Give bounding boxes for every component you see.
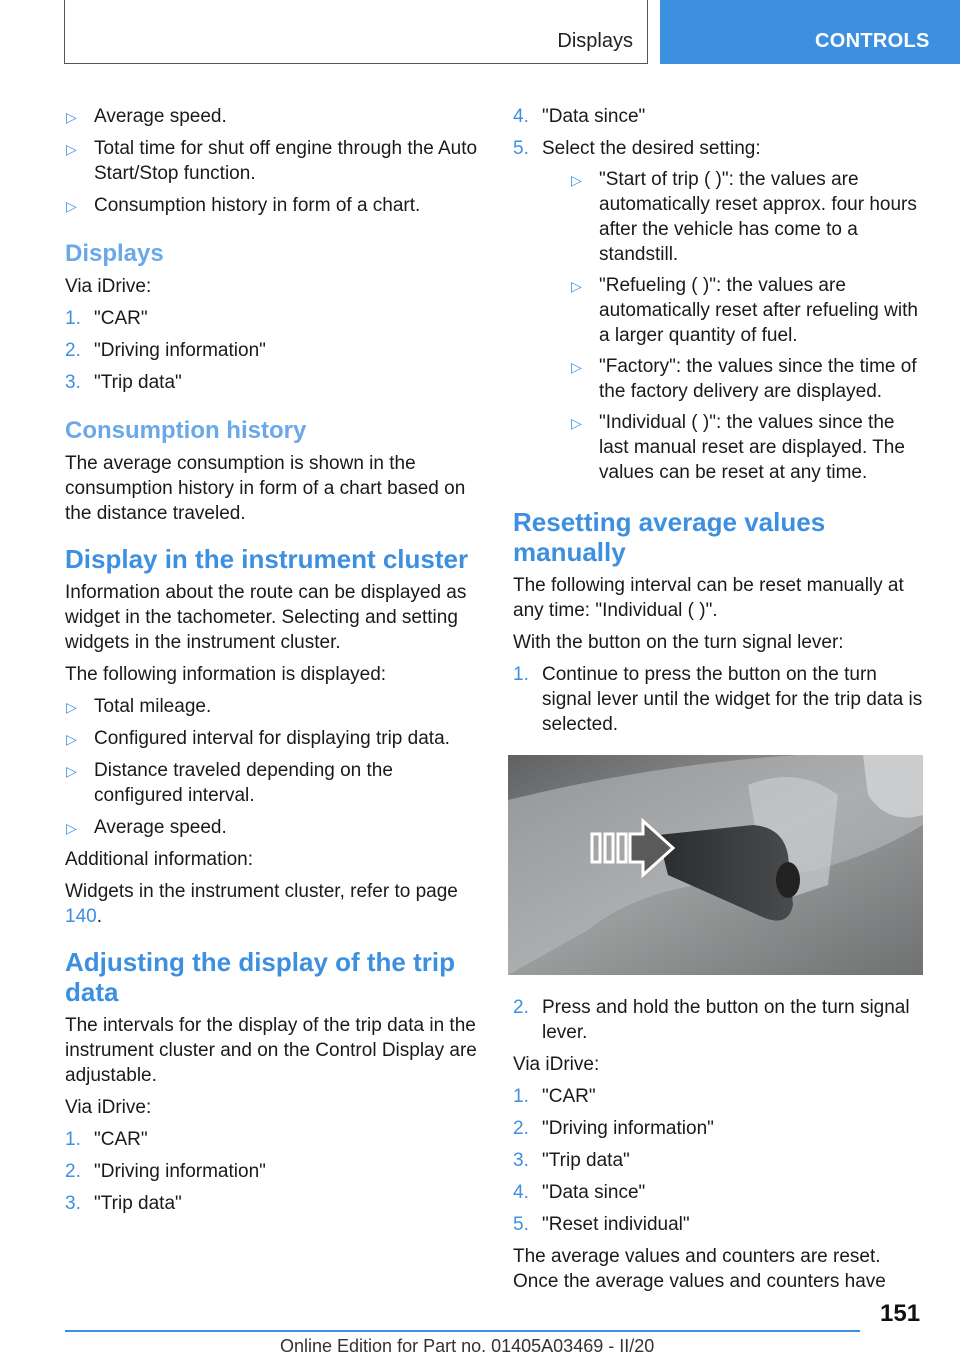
heading-displays: Displays — [65, 240, 164, 267]
list-item: 2. "Driving information" — [65, 340, 266, 361]
heading-instrument-cluster: Display in the instrument cluster — [65, 544, 469, 574]
right-column — [513, 104, 925, 1301]
additional-info: Additional information: — [65, 849, 253, 870]
list-item: ▷ "Individual ( )": the values since the last manual reset are displayed. The values can be reset at any time. — [571, 412, 905, 483]
bullet-triangle-icon: ▷ — [571, 359, 582, 375]
list-item: 2. "Driving information" — [65, 1161, 266, 1182]
list-item: ▷ "Refueling ( )": the values are automatically reset after refueling with a larger quantity of fuel. — [571, 275, 918, 346]
list-item: ▷ Consumption history in form of a chart. — [65, 193, 483, 218]
bullet-triangle-icon: ▷ — [66, 109, 77, 125]
reset-text-2: With the button on the turn signal lever: — [513, 632, 844, 653]
adjust-intro: Via iDrive: — [65, 1097, 152, 1118]
reset-text-1: The following interval can be reset manually at any time: "Individual ( )". — [513, 575, 904, 621]
list-item: ▷ "Start of trip ( )": the values are automatically reset approx. four hours after the vehicle has come to a standstill. — [571, 169, 917, 265]
list-item: 5. Select the desired setting: ▷ "Start of trip ( )": the values are automatically reset approx. four hours after the vehicle has come to a standstill. ▷ "Refueling ( )": the values are automatically reset after refueling with a larger quantity of fuel. ▷ "Factory": the values since the time of the factory delivery are displayed. ▷ "Individual ( )": the values since the last manual reset are displayed. The values can be reset at any time. — [513, 136, 925, 485]
bullet-triangle-icon: ▷ — [571, 415, 582, 431]
steps-continued — [513, 104, 925, 485]
bullet-triangle-icon: ▷ — [571, 172, 582, 188]
bullet-triangle-icon: ▷ — [66, 820, 77, 836]
list-item: 5. "Reset individual" — [513, 1214, 690, 1235]
bullet-list-top — [65, 104, 483, 218]
list-item: 2. Press and hold the button on the turn signal lever. — [513, 997, 910, 1043]
footer-divider — [65, 1330, 860, 1332]
lever-illustration — [508, 755, 923, 975]
bullet-triangle-icon: ▷ — [571, 278, 582, 294]
list-item: 3. "Trip data" — [65, 1193, 182, 1214]
list-item: 2. "Driving information" — [513, 1118, 714, 1139]
list-item: ▷ Total time for shut off engine through the Auto Start/Stop function. — [66, 138, 478, 184]
list-item: 1. Continue to press the button on the turn signal lever until the widget for the trip data is selected. — [513, 664, 923, 735]
chapter-title: CONTROLS — [815, 30, 930, 52]
reset-step-2 — [513, 995, 925, 1045]
page-link[interactable]: 140 — [65, 906, 97, 927]
heading-consumption-history: Consumption history — [65, 417, 307, 444]
list-item: ▷ Configured interval for displaying trip data. — [65, 726, 483, 751]
left-column — [65, 104, 483, 1223]
bullet-triangle-icon: ▷ — [66, 731, 77, 747]
footer-edition: Online Edition for Part no. 01405A03469 - II/20 — [280, 1336, 655, 1356]
list-item: 4. "Data since" — [513, 106, 646, 127]
cluster-bullets — [65, 694, 483, 840]
final-steps — [513, 1084, 925, 1237]
header-chapter-tab — [660, 0, 960, 64]
bullet-triangle-icon: ▷ — [66, 141, 77, 157]
settings-list — [542, 167, 925, 485]
turn-signal-lever-photo — [508, 755, 923, 975]
list-item: 4. "Data since" — [513, 1182, 646, 1203]
consumption-text: The average consumption is shown in the consumption history in form of a chart based on the distance traveled. — [65, 453, 466, 524]
header-section-box — [64, 0, 648, 64]
list-item: 3. "Trip data" — [513, 1150, 630, 1171]
list-item: ▷ Total mileage. — [65, 694, 483, 719]
cluster-text-2: The following information is displayed: — [65, 664, 387, 685]
adjust-text: The intervals for the display of the trip data in the instrument cluster and on the Control Display are adjustable. — [65, 1015, 477, 1086]
displays-steps — [65, 306, 483, 395]
bullet-triangle-icon: ▷ — [66, 763, 77, 779]
page-number: 151 — [880, 1300, 921, 1327]
list-item: 3. "Trip data" — [65, 372, 182, 393]
via-idrive: Via iDrive: — [513, 1054, 600, 1075]
widgets-reference: Widgets in the instrument cluster, refer to page 140. — [65, 881, 458, 927]
bullet-triangle-icon: ▷ — [66, 198, 77, 214]
displays-intro: Via iDrive: — [65, 276, 152, 297]
closing-text: The average values and counters are reset. Once the average values and counters have — [513, 1246, 886, 1292]
adjust-steps — [65, 1127, 483, 1216]
list-item: ▷ Average speed. — [65, 104, 483, 129]
list-item: ▷ "Factory": the values since the time of the factory delivery are displayed. — [571, 356, 917, 402]
list-item: 1. "CAR" — [65, 1129, 148, 1150]
reset-step-1 — [513, 662, 925, 737]
cluster-text-1: Information about the route can be displayed as widget in the tachometer. Selecting and setting widgets in the instrument cluster. — [65, 582, 467, 653]
list-item: 1. "CAR" — [513, 1086, 596, 1107]
list-item: ▷ Average speed. — [65, 815, 483, 840]
list-item: ▷ Distance traveled depending on the configured interval. — [66, 760, 393, 806]
heading-reset-average: Resetting average values manually — [513, 507, 826, 567]
section-title: Displays — [557, 30, 633, 52]
bullet-triangle-icon: ▷ — [66, 699, 77, 715]
heading-adjust-trip-display: Adjusting the display of the trip data — [65, 947, 455, 1007]
list-item: 1. "CAR" — [65, 308, 148, 329]
